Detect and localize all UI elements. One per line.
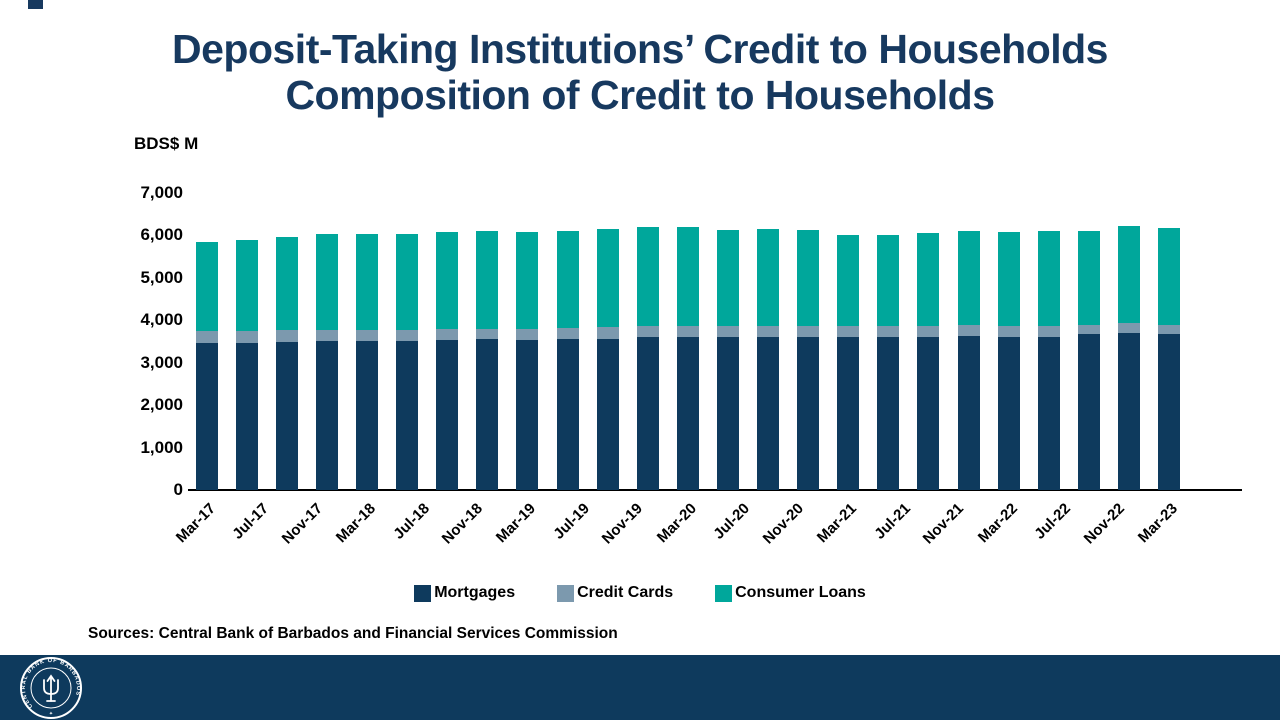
svg-text:CENTRAL BANK OF BARBADOS: CENTRAL BANK OF BARBADOS [20, 657, 82, 710]
stacked-bar [757, 229, 779, 490]
bar-segment-consumer-loans [837, 235, 859, 326]
x-axis-tick-label: Jul-22 [1031, 500, 1075, 543]
stacked-bar [797, 230, 819, 490]
x-axis-tick-label: Jul-19 [550, 500, 593, 543]
bar-segment-consumer-loans [597, 229, 619, 327]
bar-segment-mortgages [1158, 334, 1180, 490]
bar-segment-credit-cards [637, 326, 659, 337]
legend-label: Consumer Loans [735, 584, 866, 601]
bar-segment-mortgages [1038, 337, 1060, 490]
x-axis-tick-label: Mar-20 [653, 500, 700, 547]
bar-segment-credit-cards [1158, 325, 1180, 334]
bar-segment-credit-cards [1078, 325, 1100, 335]
bar-segment-mortgages [196, 343, 218, 490]
bar-segment-consumer-loans [476, 231, 498, 329]
x-axis-tick-label: Mar-21 [814, 500, 861, 547]
bar-segment-mortgages [797, 337, 819, 490]
bar-segment-consumer-loans [1118, 226, 1140, 323]
bar-segment-mortgages [316, 341, 338, 490]
x-axis-tick-label: Jul-20 [710, 500, 754, 543]
bar-segment-mortgages [637, 337, 659, 490]
bar-segment-consumer-loans [1158, 228, 1180, 324]
bar-segment-mortgages [958, 336, 980, 490]
legend-swatch-icon [715, 585, 732, 602]
bar-segment-credit-cards [1118, 323, 1140, 333]
x-axis-tick-label: Jul-18 [389, 500, 433, 543]
stacked-bar [356, 234, 378, 490]
x-axis-tick-label: Nov-22 [1080, 500, 1128, 548]
legend-swatch-icon [414, 585, 431, 602]
stacked-bar [476, 231, 498, 490]
x-axis-tick-label: Nov-18 [438, 500, 487, 548]
stacked-bar [998, 232, 1020, 490]
legend-item-consumer-loans [715, 584, 866, 602]
bar-segment-consumer-loans [516, 232, 538, 329]
bar-segment-consumer-loans [757, 229, 779, 326]
trident-icon [44, 676, 58, 701]
y-axis-unit-label: BDS$ M [134, 134, 199, 153]
source-note: Sources: Central Bank of Barbados and Financial Services Commission [88, 625, 618, 642]
bar-segment-credit-cards [276, 330, 298, 341]
legend-item-credit-cards [557, 584, 673, 602]
title-line-1: Deposit-Taking Institutions’ Credit to Households [172, 26, 1108, 72]
stacked-bar [436, 232, 458, 490]
bar-segment-mortgages [757, 337, 779, 490]
stacked-bar [1118, 226, 1140, 490]
stacked-bar [557, 231, 579, 490]
bar-segment-consumer-loans [877, 235, 899, 326]
x-axis-tick-label: Nov-17 [278, 500, 326, 548]
bar-segment-mortgages [597, 339, 619, 490]
bar-segment-credit-cards [837, 326, 859, 337]
stacked-bar [236, 240, 258, 490]
bar-segment-credit-cards [1038, 326, 1060, 337]
legend-item-mortgages [414, 584, 515, 602]
stacked-bar [837, 235, 859, 490]
stacked-bar [276, 237, 298, 490]
stacked-bar [677, 227, 699, 490]
bar-segment-credit-cards [597, 327, 619, 338]
bar-segment-mortgages [396, 341, 418, 490]
central-bank-of-barbados-seal-icon [19, 656, 83, 720]
title-line-2: Composition of Credit to Households [285, 72, 995, 119]
x-axis-tick-label: Mar-22 [974, 500, 1021, 547]
y-axis-tick-label: 7,000 [140, 182, 183, 202]
bar-segment-credit-cards [797, 326, 819, 337]
stacked-bar [1158, 228, 1180, 490]
bar-segment-consumer-loans [356, 234, 378, 330]
bar-segment-credit-cards [917, 326, 939, 337]
bar-segment-credit-cards [396, 330, 418, 341]
bar-segment-credit-cards [236, 331, 258, 342]
bar-segment-mortgages [1118, 333, 1140, 490]
bar-segment-consumer-loans [276, 237, 298, 330]
bar-segment-consumer-loans [1078, 231, 1100, 325]
bar-segment-consumer-loans [436, 232, 458, 329]
x-axis-tick-label: Mar-23 [1134, 500, 1182, 547]
bar-segment-consumer-loans [958, 231, 980, 325]
bar-segment-mortgages [236, 343, 258, 490]
bar-segment-mortgages [677, 337, 699, 490]
stacked-bar [196, 242, 218, 490]
bar-segment-mortgages [717, 337, 739, 490]
bar-segment-mortgages [917, 337, 939, 490]
bar-segment-credit-cards [196, 331, 218, 342]
footer-bar [0, 655, 1280, 720]
bar-segment-mortgages [1078, 334, 1100, 490]
x-axis-tick-label: Jul-21 [871, 500, 914, 543]
bar-segment-mortgages [557, 339, 579, 490]
y-axis-tick-label: 3,000 [140, 352, 183, 372]
bar-segment-credit-cards [998, 326, 1020, 337]
x-axis-tick-label: Nov-19 [599, 500, 647, 548]
bar-segment-credit-cards [717, 326, 739, 338]
bar-segment-mortgages [436, 340, 458, 490]
bar-segment-consumer-loans [236, 240, 258, 331]
bar-segment-mortgages [877, 337, 899, 490]
chart-legend [0, 584, 1280, 602]
bar-segment-credit-cards [757, 326, 779, 337]
stacked-bar [877, 235, 899, 490]
bar-segment-consumer-loans [917, 233, 939, 326]
stacked-bar [597, 229, 619, 490]
bar-segment-mortgages [356, 341, 378, 490]
bar-segment-credit-cards [877, 326, 899, 337]
y-axis-tick-label: 5,000 [140, 267, 183, 287]
bar-segment-consumer-loans [196, 242, 218, 332]
bar-segment-consumer-loans [316, 234, 338, 330]
bar-segment-mortgages [476, 339, 498, 490]
y-axis-tick-label: 1,000 [140, 437, 183, 457]
bar-segment-consumer-loans [797, 230, 819, 326]
x-axis-tick-label: Nov-20 [759, 500, 807, 548]
bar-segment-credit-cards [677, 326, 699, 337]
stacked-bar [1078, 231, 1100, 490]
bar-segment-mortgages [516, 340, 538, 490]
y-axis-tick-label: 2,000 [140, 395, 183, 414]
bar-segment-consumer-loans [1038, 231, 1060, 326]
legend-label: Mortgages [434, 584, 516, 601]
bar-segment-consumer-loans [396, 234, 418, 330]
x-axis-tick-label: Mar-19 [493, 500, 540, 547]
x-axis-tick-label: Mar-18 [332, 500, 380, 547]
bar-segment-credit-cards [557, 328, 579, 339]
stacked-bar [637, 227, 659, 490]
stacked-bar [717, 230, 739, 490]
bar-segment-credit-cards [436, 329, 458, 340]
legend-label: Credit Cards [577, 584, 674, 601]
svg-text:✦: ✦ [48, 711, 54, 717]
stacked-bar [958, 231, 980, 490]
legend-swatch-icon [557, 585, 574, 602]
bar-segment-consumer-loans [557, 231, 579, 328]
x-axis-tick-label: Mar-17 [172, 500, 219, 547]
bar-segment-credit-cards [516, 329, 538, 340]
x-axis-tick-label: Nov-21 [919, 500, 968, 548]
stacked-bar [516, 232, 538, 490]
bar-segment-consumer-loans [637, 227, 659, 327]
bar-segment-credit-cards [356, 330, 378, 341]
stacked-bar [396, 234, 418, 490]
bar-segment-mortgages [276, 342, 298, 490]
bar-segment-consumer-loans [717, 230, 739, 326]
stacked-bar [1038, 231, 1060, 490]
stacked-bar [917, 233, 939, 490]
y-axis-tick-label: 6,000 [140, 225, 183, 244]
bar-segment-credit-cards [316, 330, 338, 341]
bar-segment-credit-cards [958, 325, 980, 336]
bar-segment-mortgages [837, 337, 859, 490]
x-axis-tick-label: Jul-17 [229, 500, 273, 543]
bar-segment-mortgages [998, 337, 1020, 490]
bar-segment-consumer-loans [998, 232, 1020, 326]
y-axis-tick-label: 4,000 [140, 310, 183, 329]
bar-segment-consumer-loans [677, 227, 699, 325]
y-axis-tick-label: 0 [173, 480, 183, 499]
bar-segment-credit-cards [476, 329, 498, 340]
stacked-bar [316, 234, 338, 490]
